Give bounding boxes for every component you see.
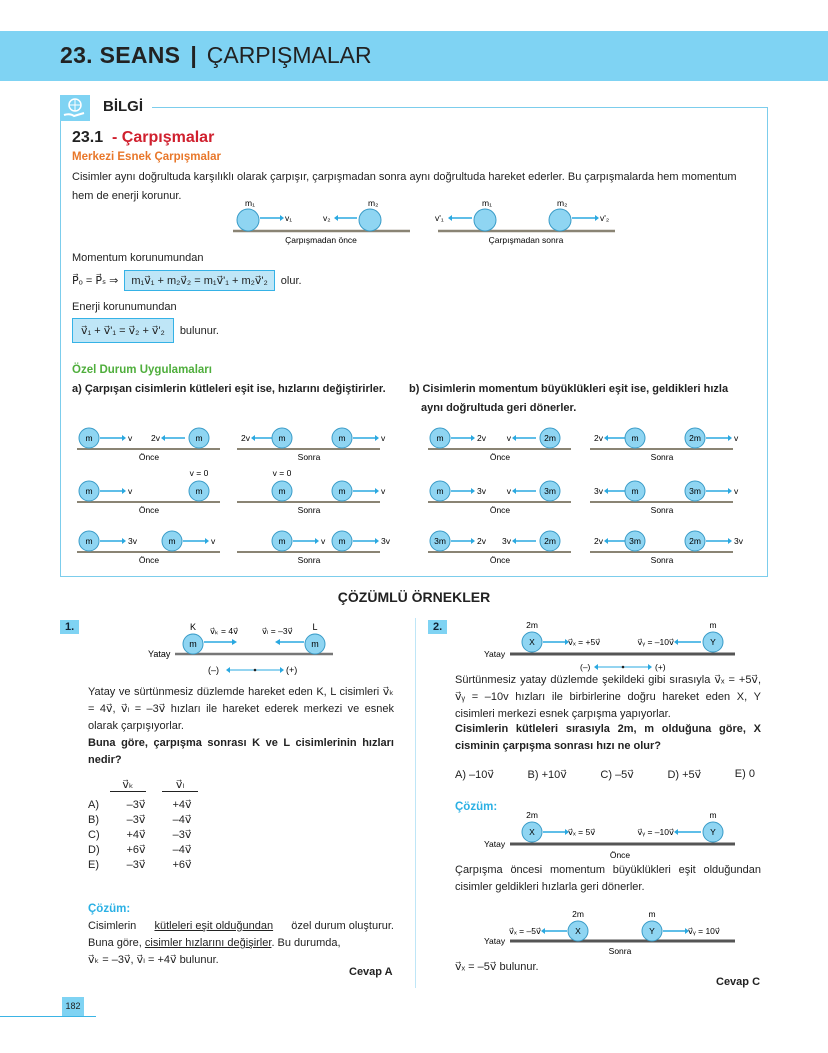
- subtitle: Merkezi Esnek Çarpışmalar: [72, 151, 221, 163]
- ball: [359, 209, 381, 231]
- ball-label: 3m: [629, 536, 641, 546]
- ball-label: m: [631, 486, 639, 496]
- ball-label: m: [85, 486, 93, 496]
- diagram-label: 3v: [734, 536, 743, 546]
- momentum-formula-box: m₁v⃗₁ + m₂v⃗₂ = m₁v⃗'₁ + m₂v⃗'₂: [124, 270, 274, 291]
- positive-direction: (+): [286, 665, 298, 675]
- diagram-label: 3v: [477, 486, 486, 496]
- arrowhead: [122, 488, 126, 494]
- example-2-number: 2.: [428, 620, 447, 634]
- arrowhead: [512, 435, 516, 441]
- ball-label: m: [338, 433, 346, 443]
- diagram-label: m: [709, 620, 717, 630]
- diagram-label: v: [734, 486, 739, 496]
- section-title: - Çarpışmalar: [112, 129, 215, 146]
- case-diagram: [237, 468, 386, 515]
- intro-diagrams: [225, 196, 625, 246]
- diagram-label: Önce: [609, 850, 631, 860]
- option-l: +4v⃗: [172, 799, 192, 811]
- ball-label: m: [195, 433, 203, 443]
- diagram-label: m₁: [245, 198, 255, 208]
- column-divider: [415, 618, 416, 988]
- diagram-label: m: [648, 909, 656, 919]
- diagram-label: (–): [580, 662, 591, 672]
- diagram-label: v: [734, 433, 739, 443]
- case-diagram: [428, 481, 571, 515]
- diagram-label: v: [381, 433, 386, 443]
- option-b[interactable]: [88, 813, 202, 828]
- velocity-k: v⃗ₖ = 4v⃗: [210, 626, 239, 636]
- diagram-label: v⃗ᵧ = 10v⃗: [688, 926, 720, 936]
- ball-label: m: [168, 536, 176, 546]
- energy-formula-box: v⃗₁ + v⃗'₁ = v⃗₂ + v⃗'₂: [72, 318, 174, 343]
- diagram-label: m₁: [482, 198, 492, 208]
- arrowhead: [728, 538, 732, 544]
- arrowhead: [122, 435, 126, 441]
- diagram-label: Önce: [489, 555, 511, 565]
- intro-diagram: [435, 198, 615, 245]
- diagram-label: 2v: [477, 433, 486, 443]
- case-diagram: [590, 428, 739, 462]
- example-2-solution-text: Çarpışma öncesi momentum büyüklükleri eşit olduğundan cisimler geldikleri hızlarla geri dönerler.: [455, 864, 761, 893]
- arrowhead: [471, 488, 475, 494]
- option-k: –3v⃗: [126, 859, 146, 871]
- ball-label: m: [338, 536, 346, 546]
- diagram-label: Önce: [489, 505, 511, 515]
- case-a-text: a) Çarpışan cisimlerin kütleleri eşit ise, hızlarını değiştirirler.: [72, 383, 386, 395]
- column-vl: v⃗ₗ: [162, 778, 198, 792]
- label-l: L: [312, 622, 318, 632]
- section-heading: [72, 129, 214, 147]
- arrowhead: [604, 435, 608, 441]
- ball-label: m: [278, 486, 286, 496]
- ball: [549, 209, 571, 231]
- diagram-label: v: [128, 433, 133, 443]
- energy-suffix: bulunur.: [179, 324, 219, 337]
- arrowhead: [471, 538, 475, 544]
- case-diagram: [590, 481, 739, 515]
- example-2-answer: Cevap C: [716, 976, 761, 988]
- arrowhead: [728, 488, 732, 494]
- diagram-label: v: [506, 433, 511, 443]
- diagram-label: m₂: [368, 198, 379, 208]
- case-diagram: [428, 428, 571, 462]
- arrowhead: [674, 639, 678, 645]
- ball: [237, 209, 259, 231]
- option-letter: A): [88, 799, 99, 811]
- velocity-l: v⃗ₗ = –3v⃗: [262, 626, 293, 636]
- arrowhead: [448, 215, 452, 221]
- case-diagram: [428, 531, 571, 565]
- option-e[interactable]: E) 0: [734, 768, 755, 780]
- diagram-label: v⃗ᵧ = –10v⃗: [637, 637, 674, 647]
- arrowhead: [315, 538, 319, 544]
- diagram-label: v: [321, 536, 326, 546]
- diagram-label: Sonra: [650, 555, 674, 565]
- arrowhead: [512, 538, 516, 544]
- example-2-options: [455, 768, 755, 781]
- intro-diagram: [233, 198, 410, 245]
- option-a[interactable]: A) –10v⃗: [455, 769, 494, 781]
- momentum-equation: [72, 270, 302, 291]
- option-letter: B): [88, 814, 99, 826]
- momentum-suffix: olur.: [280, 274, 302, 287]
- example-2-question: Cisimlerin kütleleri sırasıyla 2m, m olduğuna göre, X cisminin çarpışma sonrası hızı ne olur?: [455, 723, 761, 752]
- ball-label: 2m: [689, 433, 701, 443]
- diagram-label: Çarpışmadan önce: [285, 235, 357, 245]
- example-1-answer: Cevap A: [349, 966, 393, 978]
- solution-text: . Bu durumda,: [271, 937, 341, 949]
- diagram-label: (+): [655, 662, 666, 672]
- mass-l: m: [311, 639, 319, 649]
- diagram-label: v⃗ₓ = +5v⃗: [568, 637, 601, 647]
- example-2-text: Sürtünmesiz yatay düzlemde şekildeki gibi sırasıyla v⃗ₓ = +5v⃗, v⃗ᵧ = –10v hızları ile birbirlerine doğru hareket eden X, Y cisimleri merkezi esnek çarpışma yapıyorlar.: [455, 674, 761, 720]
- diagram-label: 2v: [594, 433, 603, 443]
- arrowhead: [205, 538, 209, 544]
- solution-underlined: cisimler hızlarını değişirler: [144, 937, 272, 949]
- option-a[interactable]: [88, 798, 202, 813]
- ball-label: m: [85, 433, 93, 443]
- option-c[interactable]: [88, 828, 202, 843]
- arrowhead: [334, 215, 338, 221]
- example-2-before-figure: [480, 810, 760, 865]
- surface-label: Yatay: [148, 649, 171, 659]
- ball-label: m: [436, 433, 444, 443]
- diagram-label: Önce: [489, 452, 511, 462]
- intro-paragraph: Cisimler aynı doğrultuda karşılıklı olarak çarpışır, çarpışmadan sonra aynı doğrultuda hareket ederler. Bu çarpışmalarda hem momentum hem de enerji korunur.: [72, 171, 737, 202]
- examples-title: ÇÖZÜMLÜ ÖRNEKLER: [337, 589, 491, 605]
- ball-label: 2m: [544, 433, 556, 443]
- option-k: –3v⃗: [126, 799, 146, 811]
- ball-label: 3m: [544, 486, 556, 496]
- option-l: –4v⃗: [172, 844, 192, 856]
- diagram-label: Sonra: [608, 946, 632, 956]
- case-diagram: [77, 468, 220, 515]
- session-header: [0, 31, 828, 81]
- ball-label: 2m: [544, 536, 556, 546]
- option-d[interactable]: D) +5v⃗: [667, 769, 702, 781]
- ball-label: m: [631, 433, 639, 443]
- option-b[interactable]: B) +10v⃗: [527, 769, 567, 781]
- example-1-question: Buna göre, çarpışma sonrası K ve L cisimlerinin hızları nedir?: [88, 737, 394, 766]
- diagram-label: v⃗ₓ = –5v⃗: [509, 926, 541, 936]
- arrowhead: [122, 538, 126, 544]
- diagram-label: 3v: [128, 536, 137, 546]
- ball-label: X: [529, 827, 535, 837]
- diagram-label: v: [211, 536, 216, 546]
- ball-label: Y: [649, 926, 655, 936]
- option-l: –4v⃗: [172, 814, 192, 826]
- diagram-label: Yatay: [484, 839, 506, 849]
- separator: |: [190, 42, 197, 68]
- arrowhead: [541, 928, 545, 934]
- diagram-label: 2v: [241, 433, 250, 443]
- diagram-label: v₁: [285, 213, 293, 223]
- case-b-text-2: aynı doğrultuda geri dönerler.: [421, 402, 577, 414]
- section-number: 23.1: [72, 129, 104, 146]
- option-k: +6v⃗: [126, 844, 146, 856]
- arrowhead: [604, 488, 608, 494]
- arrowhead: [512, 488, 516, 494]
- option-d[interactable]: [88, 843, 202, 858]
- example-2-figure: [480, 620, 760, 672]
- footer-line: [0, 1016, 96, 1017]
- diagram-label: 3v: [502, 536, 511, 546]
- option-l: +6v⃗: [172, 859, 192, 871]
- solution-text: Cisimlerin: [88, 920, 137, 932]
- case-diagram: [237, 428, 386, 462]
- info-box-top-border: [152, 107, 768, 108]
- diagram-label: Sonra: [297, 505, 321, 515]
- arrowhead: [471, 435, 475, 441]
- diagram-label: 2m: [572, 909, 584, 919]
- option-e[interactable]: [88, 858, 202, 873]
- column-vk: v⃗ₖ: [110, 778, 146, 792]
- special-case-diagrams: [60, 420, 768, 570]
- ball-label: m: [278, 536, 286, 546]
- diagram-label: m: [709, 810, 717, 820]
- energy-label: Enerji korunumundan: [72, 301, 177, 313]
- ball-label: 3m: [689, 486, 701, 496]
- diagram-label: 2v: [477, 536, 486, 546]
- diagram-label: v: [381, 486, 386, 496]
- solution-underlined: kütleleri eşit olduğundan: [154, 920, 274, 932]
- option-k: –3v⃗: [126, 814, 146, 826]
- ball-label: 3m: [434, 536, 446, 546]
- ball-label: m: [278, 433, 286, 443]
- solution-result: v⃗ₖ = –3v⃗, v⃗ₗ = +4v⃗ bulunur.: [88, 954, 219, 966]
- momentum-label: Momentum korunumundan: [72, 252, 204, 264]
- example-2-after-figure: [480, 903, 760, 961]
- diagram-label: Önce: [138, 555, 160, 565]
- momentum-lhs: P⃗ₒ = P⃗ₛ ⇒: [72, 275, 119, 287]
- diagram-label: v⃗ᵧ = –10v⃗: [637, 827, 674, 837]
- diagram-label: Çarpışmadan sonra: [488, 235, 564, 245]
- diagram-label: v = 0: [272, 468, 292, 478]
- option-letter: C): [88, 829, 100, 841]
- ball-label: m: [195, 486, 203, 496]
- arrowhead: [375, 435, 379, 441]
- globe-hand-icon: [60, 95, 90, 121]
- option-k: +4v⃗: [126, 829, 146, 841]
- diagram-label: v'₁: [435, 213, 444, 223]
- diagram-label: 2v: [594, 536, 603, 546]
- diagram-label: Sonra: [650, 452, 674, 462]
- page-number: 182: [62, 997, 84, 1016]
- option-letter: D): [88, 844, 100, 856]
- ball-label: m: [436, 486, 444, 496]
- diagram-label: 3v: [381, 536, 390, 546]
- ball-label: m: [338, 486, 346, 496]
- example-1-text: Yatay ve sürtünmesiz düzlemde hareket eden K, L cisimleri v⃗ₖ = 4v⃗, v⃗ₗ = –3v⃗ hızları ile hareket ederek merkezi ve esnek olarak çarpışıyorlar.: [88, 686, 394, 732]
- diagram-label: m₂: [557, 198, 568, 208]
- case-diagram: [77, 428, 220, 462]
- arrowhead: [280, 215, 284, 221]
- arrowhead: [728, 435, 732, 441]
- diagram-label: 3v: [594, 486, 603, 496]
- ball-label: 2m: [689, 536, 701, 546]
- option-letter: E): [88, 859, 99, 871]
- example-2-solution-label: Çözüm:: [455, 801, 498, 813]
- ball-label: Y: [710, 827, 716, 837]
- ball-label: Y: [710, 637, 716, 647]
- diagram-label: 2m: [526, 620, 538, 630]
- diagram-label: v = 0: [189, 468, 209, 478]
- case-diagram: [77, 531, 220, 565]
- diagram-label: Sonra: [297, 555, 321, 565]
- special-cases-title: Özel Durum Uygulamaları: [72, 364, 212, 376]
- diagram-label: v'₂: [600, 213, 610, 223]
- arrowhead: [595, 215, 599, 221]
- arrowhead: [604, 538, 608, 544]
- session-topic: ÇARPIŞMALAR: [206, 42, 372, 68]
- arrowhead: [375, 538, 379, 544]
- arrowhead: [375, 488, 379, 494]
- option-l: –3v⃗: [172, 829, 192, 841]
- case-b-text-1: b) Cisimlerin momentum büyüklükleri eşit ise, geldikleri hızla: [409, 383, 729, 395]
- case-diagram: [237, 531, 391, 565]
- example-1-options: [88, 778, 202, 873]
- solution-text: Buna göre,: [88, 937, 142, 949]
- example-1-figure: [140, 620, 350, 680]
- ball-label: X: [575, 926, 581, 936]
- ball-label: X: [529, 637, 535, 647]
- arrowhead: [674, 829, 678, 835]
- diagram-label: 2v: [151, 433, 160, 443]
- diagram-label: Yatay: [484, 936, 506, 946]
- example-1-number: 1.: [60, 620, 79, 634]
- diagram-label: v: [128, 486, 133, 496]
- example-1-solution: [88, 918, 394, 969]
- ball-label: m: [85, 536, 93, 546]
- arrowhead: [161, 435, 165, 441]
- diagram-label: Sonra: [297, 452, 321, 462]
- negative-direction: (–): [208, 665, 219, 675]
- diagram-label: v⃗ₓ = 5v⃗: [568, 827, 596, 837]
- diagram-label: Yatay: [484, 649, 506, 659]
- diagram-label: Önce: [138, 452, 160, 462]
- solution-text: özel durum oluşturur.: [291, 920, 394, 932]
- label-k: K: [189, 622, 197, 632]
- option-c[interactable]: C) –5v⃗: [600, 769, 634, 781]
- diagram-label: 2m: [526, 810, 538, 820]
- mass-k: m: [189, 639, 197, 649]
- ball: [474, 209, 496, 231]
- diagram-label: v₂: [323, 213, 331, 223]
- diagram-label: Sonra: [650, 505, 674, 515]
- diagram-label: v: [506, 486, 511, 496]
- case-diagram: [590, 531, 744, 565]
- session-number: 23. SEANS: [60, 42, 181, 68]
- diagram-label: Önce: [138, 505, 160, 515]
- example-1-solution-label: Çözüm:: [88, 903, 131, 915]
- arrowhead: [251, 435, 255, 441]
- energy-equation: [72, 318, 219, 343]
- info-label: BİLGİ: [103, 98, 143, 115]
- example-2-result: v⃗ₓ = –5v⃗ bulunur.: [455, 961, 539, 973]
